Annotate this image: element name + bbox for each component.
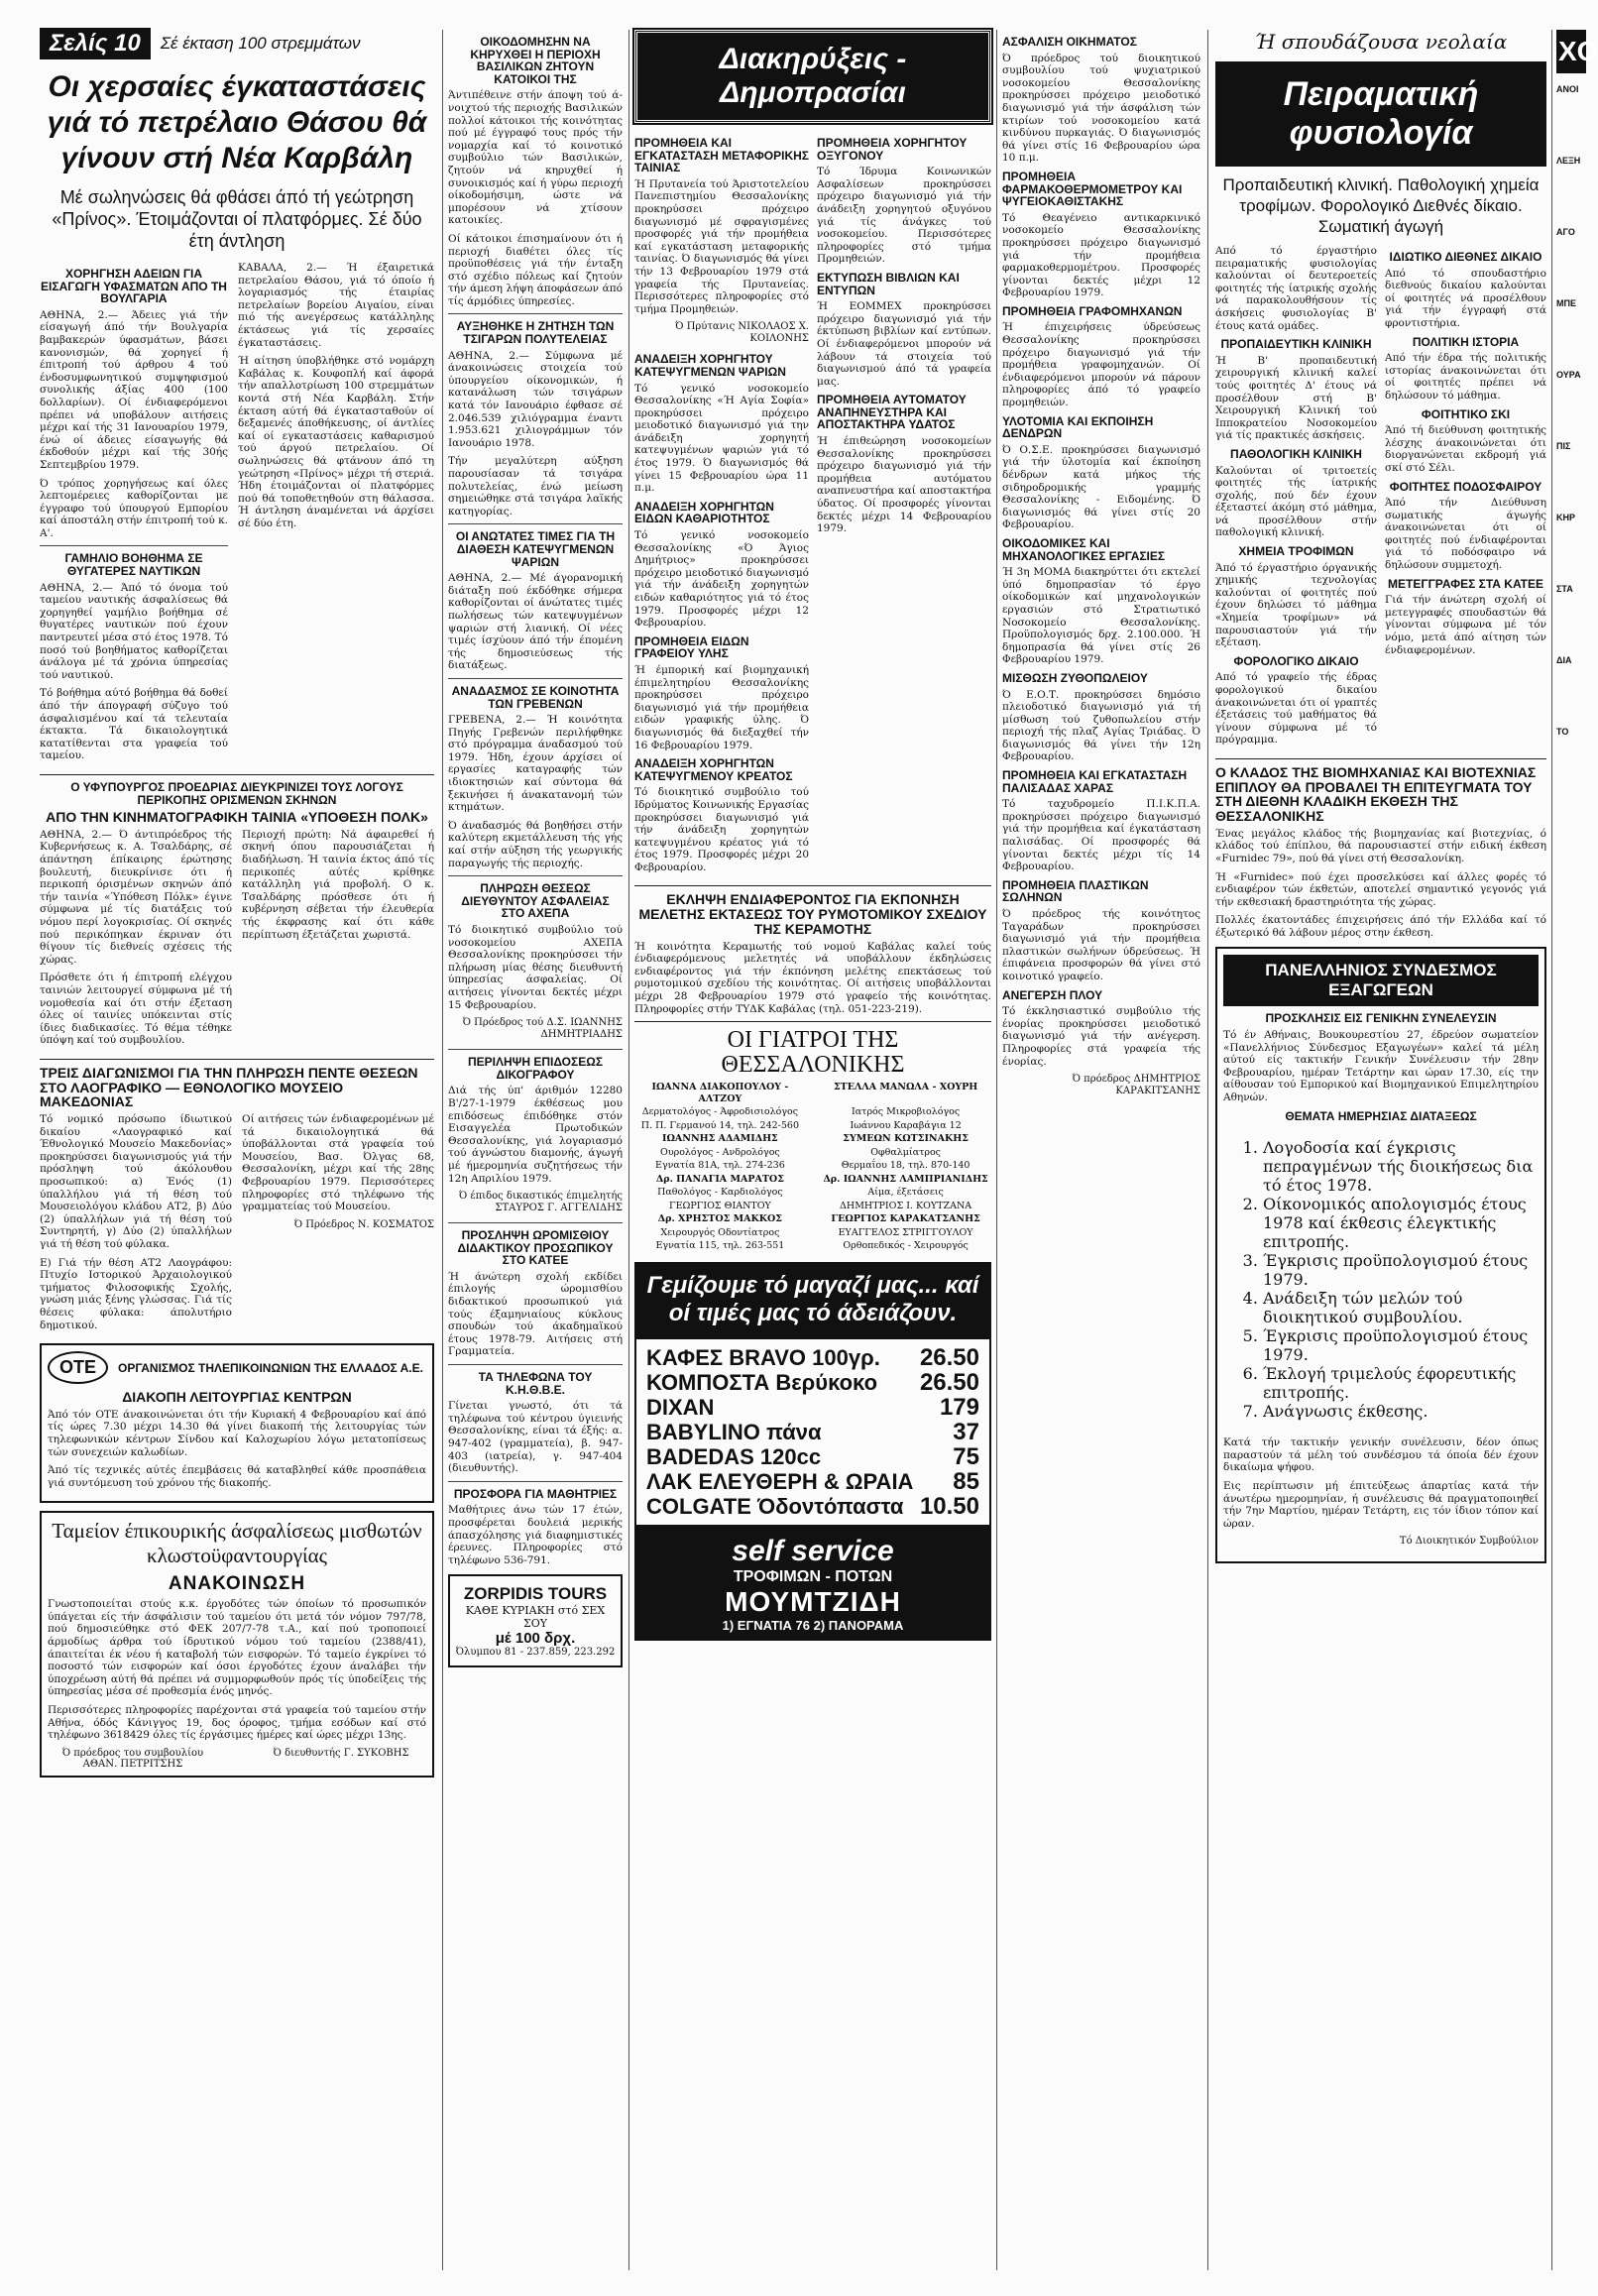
ote-organization: ΟΡΓΑΝΙΣΜΟΣ ΤΗΛΕΠΙΚΟΙΝΩΝΙΩΝ ΤΗΣ ΕΛΛΑΔΟΣ Α.Ε. (118, 1360, 423, 1375)
association-notice (1215, 947, 1546, 1563)
doctor-row (634, 1187, 991, 1199)
notice-text: Ό Ε.Ο.Τ. προκηρύσσει δημόσιο πλειοδοτικό διαγωνισμό γιά τή μίσθωση τού ζυθοπωλείου στήν περιοχή τής πλαζ Αγίας Τριάδας. Ό διαγωνισμός θά γίνει τήν 12η Φεβρουαρίου. (1002, 688, 1200, 763)
signature: Τό Διοικητικόν Συμβούλιον (1399, 1536, 1539, 1548)
doctor-row (634, 1106, 991, 1118)
product-price: 75 (953, 1442, 979, 1470)
product-price: 37 (953, 1418, 979, 1445)
section-headline: Πειραματική φυσιολογία (1215, 61, 1546, 167)
clipped-line: ΤΟ (1556, 727, 1569, 737)
article-heading: ΠΑΘΟΛΟΓΙΚΗ ΚΛΙΝΙΚΗ (1230, 446, 1362, 461)
notice-heading: ΑΝΑΔΕΙΞΗ ΧΟΡΗΓΗΤΩΝ ΕΙΔΩΝ ΚΑΘΑΡΙΟΤΗΤΟΣ (634, 499, 774, 526)
article-heading: ΧΗΜΕΙΑ ΤΡΟΦΙΜΩΝ (1238, 544, 1354, 559)
notice-heading: ΕΚΛΗΨΗ ΕΝΔΙΑΦΕΡΟΝΤΟΣ ΓΙΑ ΕΚΠΟΝΗΣΗ ΜΕΛΕΤΗΣ ΕΚΤΑΣΕΩΣ ΤΟΥ ΡΥΜΟΤΟΜΙΚΟΥ ΣΧΕΔΙΟΥ ΤΗΣ ΚΕΡΑΜΟΤΗΣ (638, 891, 987, 937)
article-text: Γίνεται γνωστό, ότι τά τηλέφωνα τού κέντρου ύγιεινής Θεσσαλονίκης, είναι τά έξής: α. 947-402 (γραμματεία), β. 947-403 (ιατρεία), γ. 947-404 (διευθυντής). (448, 1400, 623, 1475)
notice-text: Ή Πρυτανεία τού Άριστοτελείου Πανεπιστημίου Θεσσαλονίκης προκηρύσσει πρόχειρο διαγωνισμό μέ σφραγισμένες προσφορές γιά τήν προμήθεια καί εγκατάσταση μεταφορικής ταινίας. Ό διαγωνισμός θά γίνει τήν 13 Φεβρουαρίου 1979 στά γραφεία τής Πρυτανείας. Περισσότερες πληροφορίες στό τμήμα Προμηθειών. (634, 177, 809, 315)
notice-text: Ή έμπορική καί βιομηχανική έπιμελητηρίου Θεσσαλονίκης προκηρύσσει πρόχειρο διαγωνισμό γιά τήν προμήθεια ειδών γραφικής ύλης. Ό διαγωνισμός θά διεξαχθεί τήν 16 Φεβρουαρίου 1979. (634, 663, 809, 751)
tameio-text: Γνωστοποιείται στούς κ.κ. έργοδότες τών όποίων τό προσωπικόν ύπάγεται είς τήν άσφάλισιν τού ταμείου ότι μετά τόν νόμον 797/78, πού δημοσιεύθηκε στό ΦΕΚ 207/7-78 τ.Α., καί πού τροποποιεί άρμοδίως άρθρα τού ίδρυτικού νόμου τού ταμείου (2388/41), άπαιτείται έκ νέου ή καταβολή τών εισφορών. Τό ταμείο έγκρίνει τό ποσοστό τών εισφορών καί όσοι έργοδότες έχουν άναλάβει τήν ύποχρέωση αύτή θά πρέπει νά συμμορφωθούν πρός τίς ύποδείξεις τής ύπηρεσίας μέσα σέ προθεσμία ένός μηνός. (48, 1598, 426, 1698)
clipped-line: ΛΕΞΗ (1556, 156, 1581, 166)
notice-text: Τό γενικό νοσοκομείο Θεσσαλονίκης «Ό Άγιος Δημήτριος» προκηρύσσει πρόχειρο μειοδοτικό διαγωνισμό γιά τήν άνάδειξη χορηγητών ειδών καθαριότητος γιά τό έτος 1979. Προσφορές μέχρι 12 Φεβρουαρίου. (634, 529, 809, 630)
notice-text: Τό έκκλησιαστικό συμβούλιο τής ένορίας προκηρύσσει μειοδοτικό διαγωνισμό γιά τήν ανέγερση. Πληροφορίες στά γραφεία τής ένορίας. (1002, 1005, 1200, 1068)
column-rule (1207, 30, 1208, 2270)
doctor-entry: ΣΤΕΛΛΑ ΜΑΝΩΛΑ - ΧΟΥΡΗ (833, 1082, 978, 1093)
doctor-entry: Αίμα, έξετάσεις (867, 1187, 944, 1199)
doctor-entry: Δρ. ΧΡΗΣΤΟΣ ΜΑΚΚΟΣ (657, 1213, 783, 1225)
article-heading: ΜΕΤΕΓΓΡΑΦΕΣ ΣΤΑ ΚΑΤΕΕ (1388, 576, 1543, 591)
notice-heading: ΑΝΕΓΕΡΣΗ ΠΛΟΥ (1002, 987, 1103, 1002)
notices-banner: Διακηρύξεις - Δημοπρασίαι (634, 30, 991, 123)
ote-title: ΔΙΑΚΟΠΗ ΛΕΙΤΟΥΡΓΙΑΣ ΚΕΝΤΡΩΝ (122, 1389, 352, 1406)
notice-heading: ΠΡΟΜΗΘΕΙΑ ΧΟΡΗΓΗΤΟΥ ΟΞΥΓΟΝΟΥ (817, 136, 968, 163)
notice-text: Ή κοινότητα Κεραμωτής τού νομού Καβάλας καλεί τούς ένδιαφερόμενους μελετητές νά υποβάλλουν έκδηλώσεις ενδιαφέροντος γιά τήν έκπόνηση μελέτης επεκτάσεως τού ρυμοτομικού σχεδίου τής κοινότητας. Οί αιτήσεις υποβάλλονται μέχρι 28 Φεβρουαρίου 1979 στό γραφείο τής κοινότητας. Πληροφορίες στήν ΤΥΔΚ Καβάλας (τηλ. 051-223-219). (634, 940, 991, 1015)
column-4 (1002, 30, 1200, 1105)
notice-text: Ή έπιθεώρηση νοσοκομείων Θεσσαλονίκης προκηρύσσει πρόχειρο διαγωνισμό γιά τήν προμήθεια αυτόματου αναπνευστήρα καί αποστακτήρα ύδατος. Οί προσφορές γίνονται δεκτές μέχρι 14 Φεβρουαρίου 1979. (817, 435, 991, 535)
product-name: DIXAN (646, 1394, 715, 1420)
article-text: Άντιπέθεινε στήν άποψη τού ά-νοιχτού τής περιοχής Βασιλικών πολλοί κάτοικοι τής κοινότητας πού μέ έγγραφό τους πρός τήν νομαρχία καί τό κοινοτικό συμβούλιο τών Βασιλικών, ζητούν νά κηρυχθεί ή συνοικισμός καί ή γύρω περιοχή οίκοδομήσιμη, ώστε νά μπορέσουν νά χτίσουν κατοικίες. (448, 89, 623, 227)
price-row (646, 1420, 979, 1444)
store-ad-footer (634, 1527, 991, 1641)
doctor-row (634, 1213, 991, 1225)
sub-headline: Μέ σωληνώσεις θά φθάσει άπό τή γεώτρηση «Πρίνος». Έτοιμάζονται οί πλατφόρμες. Σέ δύο έτη άντληση (52, 187, 422, 251)
doctor-entry: Ορθοπεδικός - Χειρουργός (843, 1240, 969, 1252)
article-text: Από τό έργαστήριο πειραματικής φυσιολογίας καλούνται οί δευτεροετείς φοιτητές τής ίατρικής σχολής νά παρακολουθήσουν τίς άσκήσεις φυσιολογίας Β' έτους κατά ομάδες. (1215, 245, 1377, 332)
article-text: Διά τής ύπ' άριθμόν 12280 Β'/27-1-1979 έκθέσεως μου επιδόσεως έπιδόθηκε στόν Εισαγγελέα Πρωτοδικών Θεσσαλονίκης, γιά λογαριασμό τού άγνώστου διαμονής, άγωγή μέ ήμερομηνία συζητήσεως τήν 12η Απριλίου 1979. (448, 1085, 623, 1185)
notice-heading: ΑΣΦΑΛΙΣΗ ΟΙΚΗΜΑΤΟΣ (1002, 35, 1137, 49)
product-price: 26.50 (919, 1343, 979, 1371)
doctors-directory (634, 1082, 991, 1252)
price-row (646, 1395, 979, 1420)
tameio-heading: ΑΝΑΚΟΙΝΩΣΗ (168, 1573, 306, 1595)
association-text: Εις περίπτωσιν μή έπιτεύξεως άπαρτίας κατά τήν άνωτέρω ημερομηνίαν, ή συνέλευσις θά πραγματοποιηθεί τήν 7ην Μαρτίου, ημέραν Τετάρτη, εις τόν ίδιον τόπον καί ώραν. (1223, 1480, 1539, 1530)
notice-heading: ΟΙΚΟΔΟΜΙΚΕΣ ΚΑΙ ΜΗΧΑΝΟΛΟΓΙΚΕΣ ΕΡΓΑΣΙΕΣ (1002, 535, 1166, 563)
article-heading: ΑΝΑΔΑΣΜΟΣ ΣΕ ΚΟΙΝΟΤΗΤΑ ΤΩΝ ΓΡΕΒΕΝΩΝ (451, 683, 620, 711)
notice-heading: ΑΝΑΔΕΙΞΗ ΧΟΡΗΓΗΤΩΝ ΚΑΤΕΨΥΓΜΕΝΟΥ ΚΡΕΑΤΟΣ (634, 756, 793, 783)
notice-heading: ΠΡΟΜΗΘΕΙΑ ΓΡΑΦΟΜΗΧΑΝΩΝ (1002, 303, 1183, 318)
notice-heading: ΕΚΤΥΠΩΣΗ ΒΙΒΛΙΩΝ ΚΑΙ ΕΝΤΥΠΩΝ (817, 270, 960, 297)
notice-text: Ό Ο.Σ.Ε. προκηρύσσει διαγωνισμό γιά τήν ύλοτομία καί έκποίηση δένδρων κατά μήκος τής σιδηροδρομικής γραμμής Θεσσαλονίκης - Ειδομένης. Ό διαγωνισμός θά γίνει στίς 20 Φεβρουαρίου. (1002, 443, 1200, 531)
doctor-row (634, 1240, 991, 1252)
doctor-entry: Οφθαλμίατρος (870, 1146, 941, 1158)
signature: Ό πρόεδρος του συμβουλίου ΑΘΑΝ. ΠΕΤΡΙΤΣΗΣ (61, 1747, 204, 1770)
article-text: Από τήν έδρα τής πολιτικής ιστορίας άνακοινώνεται ότι οί φοιτητές πρέπει νά δηλώσουν τό μάθημα. (1385, 352, 1546, 402)
signature: Ό πρόεδρος ΔΗΜΗΤΡΙΟΣ ΚΑΡΑΚΙΤΣΑΝΗΣ (1072, 1074, 1200, 1097)
price-row (646, 1345, 979, 1370)
article-heading: ΦΟΙΤΗΤΙΚΟ ΣΚΙ (1421, 406, 1511, 421)
article-heading: ΑΥΞΗΘΗΚΕ Η ΖΗΤΗΣΗ ΤΩΝ ΤΣΙΓΑΡΩΝ ΠΟΛΥΤΕΛΕΙΑΣ (456, 319, 615, 347)
notice-text: Ή 3η ΜΟΜΑ διακηρύττει ότι εκτελεί ύπό δημοπρασίαν τό έργο οίκοδομικών καί μηχανολογικών εργασιών στό Στρατιωτικό Νοσοκομείο Θεσσαλονίκης. Προϋπολογισμός δρχ. 2.100.000. Ή δημοπρασία θά γίνει στίς 26 Φεβρουαρίου 1979. (1002, 566, 1200, 666)
doctor-entry: ΓΕΩΡΓΙΟΣ ΚΑΡΑΚΑΤΣΑΝΗΣ (831, 1213, 980, 1225)
column-5 (1215, 30, 1546, 1571)
notice-text: Τό Ίδρυμα Κοινωνικών Ασφαλίσεων προκηρύσσει πρόχειρο διαγωνισμό γιά τήν άνάδειξη χορηγητού οξυγόνου γιά τίς άνάγκες τού νοσοκομείου. Περισσότερες πληροφορίες στό τμήμα Προμηθειών. (817, 166, 991, 266)
doctor-entry: Δρ. ΙΩΑΝΝΗΣ ΛΑΜΠΡΙΑΝΙΔΗΣ (823, 1173, 988, 1185)
article-text: ΚΑΒΑΛΑ, 2.— Ή έξαιρετικά πετρελαίου Θάσου, γιά τό όποίο ή λογαριασμός τής έταιρίας πετρελαίων βορείου Αιγαίου, είναι πιό τής ανεγέρσεως κατάλληλης έκτάσεως γιά τίς χερσαίες έγκαταστάσεις. (238, 262, 434, 349)
agenda-item: 6. Έκλογή τριμελούς έφορευτικής επιτροπής. (1263, 1364, 1539, 1402)
article-heading: ΦΟΡΟΛΟΓΙΚΟ ΔΙΚΑΙΟ (1233, 653, 1359, 668)
tameio-title: Ταμείον έπικουρικής άσφαλίσεως μισθωτών κλωστοϋφαντουργίας (52, 1519, 422, 1568)
column-rule (442, 30, 443, 2270)
article-text: ΑΘΗΝΑ, 2.— Άπό τό όνομα τού ταμείου ναυτικής άσφαλίσεως θά χορηγηθεί γαμήλιο βοήθημα σέ θυγατέρες ναυτικών πού έχουν παντρευτεί μέσα στό έτος 1978. Τό ποσό τού βοηθήματος καθορίζεται άνάλογα μέ τά χρόνια ύπηρεσίας τού ναυτικού. (40, 581, 228, 681)
article-heading: ΓΑΜΗΛΙΟ ΒΟΗΘΗΜΑ ΣΕ ΘΥΓΑΤΕΡΕΣ ΝΑΥΤΙΚΩΝ (64, 551, 203, 579)
notice-heading: ΑΝΑΔΕΙΞΗ ΧΟΡΗΓΗΤΟΥ ΚΑΤΕΨΥΓΜΕΝΩΝ ΨΑΡΙΩΝ (634, 352, 786, 379)
doctor-entry: ΕΥΑΓΓΕΛΟΣ ΣΤΡΙΓΓΟΥΛΟΥ (838, 1226, 973, 1238)
ote-logo: ΟΤΕ (48, 1351, 108, 1384)
section-kicker: Ή σπουδάζουσα νεολαία (1254, 30, 1508, 54)
notice-heading: ΠΡΟΜΗΘΕΙΑ ΚΑΙ ΕΓΚΑΤΑΣΤΑΣΗ ΠΑΛΙΣΑΔΑΣ ΧΑΡΑΣ (1002, 768, 1188, 795)
travel-ad (448, 1574, 623, 1667)
notice-heading: ΠΡΟΜΗΘΕΙΑ ΚΑΙ ΕΓΚΑΤΑΣΤΑΣΗ ΜΕΤΑΦΟΡΙΚΗΣ ΤΑΙΝΙΑΣ (634, 136, 810, 175)
notice-heading: ΠΡΟΜΗΘΕΙΑ ΕΙΔΩΝ ΓΡΑΦΕΙΟΥ ΥΛΗΣ (634, 633, 749, 661)
clipped-headline: ΧΟ (1556, 30, 1586, 73)
column-6-clipped (1556, 30, 1598, 797)
notice-heading: ΠΡΟΜΗΘΕΙΑ ΑΥΤΟΜΑΤΟΥ ΑΝΑΠΗΝΕΥΣΤΗΡΑ ΚΑΙ ΑΠΟΣΤΑΚΤΗΡΑ ΥΔΑΤΟΣ (817, 393, 967, 432)
article-heading: Ο ΥΦΥΠΟΥΡΓΟΣ ΠΡΟΕΔΡΙΑΣ ΔΙΕΥΚΡΙΝΙΖΕΙ ΤΟΥΣ ΛΟΓΟΥΣ ΠΕΡΙΚΟΠΗΣ ΟΡΙΣΜΕΝΩΝ ΣΚΗΝΩΝ (70, 779, 403, 807)
column-rule (996, 30, 997, 2270)
article-text: Ε) Γιά τήν θέση ΑΤ2 Λαογράφου: Πτυχίο Ιστορικού Άρχαιολογικού τμήματος Φιλοσοφικής Σχολής, γνώση μιάς ξένης γλώσσας. Γιά τίς θέσεις φύλακα: άπολυτήριο δημοτικού. (40, 1256, 232, 1331)
store-price-list (634, 1337, 991, 1527)
article-text: Μαθήτριες άνω τών 17 έτών, προσφέρεται δουλειά μερικής άπασχόλησης γιά διαφημιστικές έρευνες. Πληροφορίες στό τηλέφωνο 536-791. (448, 1504, 623, 1566)
product-name: COLGATE Όδοντόπαστα (646, 1493, 904, 1519)
notice-text: Ό πρόεδρος τού διοικητικού συμβουλίου τού ψυχιατρικού νοσοκομείου Θεσσαλονίκης προκηρύσσει πρόχειρο μειοδοτικό διαγωνισμό γιά τήν άσφάλιση τών κτιρίων τού νοσοκομείου κατά κινδύνου πυρκαγιάς. Ό διαγωνισμός θά γίνει στίς 16 Φεβρουαρίου ώρα 10 π.μ. (1002, 52, 1200, 165)
article-text: Τό νομικό πρόσωπο ίδιωτικού δικαίου «Λαογραφικό καί Έθνολογικό Μουσείο Μακεδονίας» προκηρύσσει διαγωνισμούς γιά τήν πρόσληψη τού άκόλουθου προσωπικού: α) Ένός (1) ύπαλλήλου γιά τή θέση τού Μουσειολόγου κλάδου ΑΤ2, β) Δύο (2) ύπαλλήλων γιά τή θέση τού Συντηρητή, γ) Δύο (2) ύπαλλήλων γιά τή θέση τού φύλακα. (40, 1113, 232, 1250)
notice-heading: ΜΙΣΘΩΣΗ ΖΥΘΟΠΩΛΕΙΟΥ (1002, 670, 1148, 685)
notice-text: Ό πρόεδρος τής κοινότητος Ταγαράδων προκηρύσσει διαγωνισμό γιά τήν προμήθεια πλαστικών σωλήνων ύδρεύσεως. Ή έπιφάνεια προσφορών θά γίνει στό κοινοτικό γραφείο. (1002, 908, 1200, 982)
doctor-row (634, 1120, 991, 1132)
doctor-entry: Ουρολόγος - Ανδρολόγος (660, 1146, 780, 1158)
self-service-label: self service (732, 1534, 894, 1567)
product-price: 10.50 (919, 1492, 979, 1520)
article-text: Γιά τήν άνώτερη σχολή οί μετεγγραφές σπουδαστών θά γίνονται σύμφωνα μέ τόν νόμο, μετά άπό αίτηση τών ένδιαφερομένων. (1385, 594, 1546, 656)
ote-text: Άπό τόν ΟΤΕ άνακοινώνεται ότι τήν Κυριακή 4 Φεβρουαρίου καί άπό τίς ώρες 7.30 μέχρι 14.30 θά γίνει διακοπή τής λειτουργίας τών τηλεφωνικών κέντρων Σίνδου καί Καλοχωρίου λόγω μετατοπίσεως τών συνεχειών καλωδίων. (48, 1408, 426, 1458)
clipped-line: ΣΤΑ (1556, 584, 1573, 594)
article-text: Ένας μεγάλος κλάδος τής βιομηχανίας καί βιοτεχνίας, ό κλάδος τού έπίπλου, θά παρουσιαστεί στήν ειδική έκθεση «Furnidec 79», πού θά γίνει στή Θεσσαλονίκη. (1215, 827, 1546, 864)
column-3 (634, 30, 991, 1641)
notice-text: Ή έπιχειρήσεις ύδρεύσεως Θεσσαλονίκης προκηρύσσει πρόχειρο διαγωνισμό γιά τήν προμήθεια γραφομηχανών. Οί ένδιαφερόμενοι μπορούν νά πάρουν πληροφορίες άπό τό γραφείο προμηθειών. (1002, 321, 1200, 409)
article-heading: ΦΟΙΤΗΤΕΣ ΠΟΔΟΣΦΑΙΡΟΥ (1389, 479, 1542, 494)
agenda-item: 7. Ανάγνωσις έκθεσης. (1263, 1402, 1539, 1421)
article-text: Άπό τήν Διεύθυνση σωματικής άγωγής άνακοινώνεται ότι οί φοιτητές πού ένδιαφέρονται γιά τό ποδόσφαιρο νά δηλώσουν συμμετοχή. (1385, 497, 1546, 572)
agenda-item: 1. Λογοδοσία καί έγκρισις πεπραγμένων τής διοικήσεως δια τό έτος 1978. (1263, 1138, 1539, 1195)
association-text: Τό έν Αθήναις, Βουκουρεστίου 27, έδρεύον σωματείον «Πανελλήνιος Σύνδεσμος Εξαγωγέων» καλεί τά μέλη αύτού είς τακτικήν Γενικήν Συνέλευσιν τήν 28ην Φεβρουαρίου, ημέραν Τετάρτην και ώραν 17.30, είς την αίθουσαν τού Εμπορικού καί Βιομηχανικού Επιμελητηρίου Αθηνών. (1223, 1029, 1539, 1104)
notice-text: Τό διοικητικό συμβούλιο τού Ιδρύματος Κοινωνικής Εργασίας προκηρύσσει διαγωνισμό γιά τήν άνάδειξη χορηγητών κατεψυγμένου κρέατος γιά τό έτος 1979. Προσφορές μέχρι 20 Φεβρουαρίου. (634, 786, 809, 873)
signature: Ό Πρόεδρος τού Δ.Σ. ΙΩΑΝΝΗΣ ΔΗΜΗΤΡΙΑΔΗΣ (462, 1017, 623, 1041)
signature: Ό Πρόεδρος Ν. ΚΟΣΜΑΤΟΣ (293, 1218, 434, 1230)
article-text: Ή άνώτερη σχολή εκδίδει έπιλογής ώρομισθίου διδακτικού προσωπικού γιά τούς έξαμηνιαίους κύκλους σπουδών τού άκαδημαϊκού έτους 1978-79. Αιτήσεις στή Γραμματεία. (448, 1270, 623, 1358)
article-text: Ή αίτηση ύποβλήθηκε στό νομάρχη Καβάλας κ. Κουφοπλή καί άφορά τήν απαλλοτρίωση 100 στρεμμάτων κοντά στή Νέα Καρβάλη. Στήν έκταση αύτή θά έγκατασταθούν οί δεξαμενές άποθήκευσης, οί άντλίες καί οί εγκαταστάσεις καθαρισμού τού άργού πετρελαίου. Οί σωληνώσεις θά φτάνουν άπό τη γεώτρηση «Πρίνος» μέχρι τή στεριά. Ήδη έτοιμάζονται οί πλατφόρμες πού θά τοποθετηθούν στη θάλασσα. Ή άντληση άναμένεται νά άρχίσει σέ δύο έτη. (238, 355, 434, 529)
tameio-notice (40, 1511, 434, 1777)
article-text: Πολλές έκατοντάδες έπιχειρήσεις άπό τήν Ελλάδα καί τό έξωτερικό θά λάβουν μέρος στην έκθεση. (1215, 914, 1546, 939)
article-text: ΑΘΗΝΑ, 2.— Άδειες γιά τήν είσαγωγή άπό τήν Βουλγαρία βαμβακερών ύφασμάτων, βάσει κανονισμών, θά χορηγεί ή έπιτροπή τού άρθρου 4 τού ένδοσυμφωνητικού συμψηφισμού συνολικής άξίας 400 (100 δολλαρίων). Οί ένδιαφερόμενοι πρέπει νά υποβάλουν αιτήσεις μέχρι καί τής 31 Ιανουαρίου 1979, ένώ οί άδειες είσαγωγής θά έκδοθούν μέχρι καί τής 30ής Σεπτεμβρίου 1979. (40, 308, 228, 471)
article-text: Άπό τή διεύθυνση φοιτητικής λέσχης άνακοινώνεται ότι διοργανώνεται εκδρομή γιά σκί στό Σέλι. (1385, 424, 1546, 474)
article-text: Από τό γραφείο τής έδρας φορολογικού δικαίου άνακοινώνεται ότι οί γραπτές έξετάσεις τού μαθήματος θά γίνουν σύμφωνα μέ τό πρόγραμμα. (1215, 671, 1377, 746)
article-heading: ΤΑ ΤΗΛΕΦΩΝΑ ΤΟΥ Κ.Η.Θ.Β.Ε. (478, 1370, 593, 1397)
notice-text: Τό γενικό νοσοκομείο Θεσσαλονίκης «Ή Αγία Σοφία» προκηρύσσει πρόχειρο μειοδοτικό διαγωνισμό γιά την άνάδειξη χορηγητή κατεψυγμένων ψαριών γιά τό έτος 1979. Ό διαγωνισμός θά γίνει 15 Φεβρουαρίου ώρα 11 π.μ. (634, 382, 809, 495)
notice-heading: ΠΡΟΜΗΘΕΙΑ ΠΛΑΣΤΙΚΩΝ ΣΩΛΗΝΩΝ (1002, 877, 1149, 905)
doctor-row (634, 1082, 991, 1104)
doctor-row (634, 1227, 991, 1239)
article-heading: Ο ΚΛΑΔΟΣ ΤΗΣ ΒΙΟΜΗΧΑΝΙΑΣ ΚΑΙ ΒΙΟΤΕΧΝΙΑΣ ΕΠΙΠΛΟΥ ΘΑ ΠΡΟΒΑΛΕΙ ΤΗ ΕΠΙΤΕΥΓΜΑΤΑ ΤΟΥ ΣΤΗ ΔΙΕΘΝΗ ΚΛΑΔΙΚΗ ΕΚΘΕΣΗ ΤΗΣ ΘΕΣΣΑΛΟΝΙΚΗΣ (1215, 763, 1537, 825)
clipped-line: ΚΗΡ (1556, 513, 1576, 522)
article-heading: ΠΟΛΙΤΙΚΗ ΙΣΤΟΡΙΑ (1412, 334, 1520, 349)
doctor-entry: Ιωάννου Καραβάγια 12 (850, 1119, 962, 1131)
doctor-entry: ΓΕΩΡΓΙΟΣ ΘΙΑΝΤΟΥ (669, 1200, 771, 1211)
clipped-line: ΑΝΟΙ (1556, 84, 1579, 94)
doctor-entry: Δρ. ΠΑΝΑΓΙΑ ΜΑΡΑΤΟΣ (655, 1173, 784, 1185)
clipped-line: ΠΙΣ (1556, 441, 1571, 451)
product-price: 179 (939, 1393, 979, 1421)
article-text: ΑΘΗΝΑ, 2.— Μέ άγορανομική διάταξη πού έκδόθηκε σήμερα καθορίζονται οί άνώτατες τιμές πωλήσεως τών κατεψυγμένων ψαριών στή λιανική. Οί νέες τιμές ίσχύουν άπό τήν έπομένη τής δημοσιεύσεως τής διατάξεως. (448, 572, 623, 672)
price-row (646, 1494, 979, 1519)
association-text: Κατά τήν τακτικήν γενικήν συνέλευσιν, δέον όπως παραστούν τά μέλη τού συνδέσμου τά όποία δέν έχουν δικαίωμα ψήφου. (1223, 1436, 1539, 1474)
article-subheading: ΑΠΟ ΤΗΝ ΚΙΝΗΜΑΤΟΓΡΑΦΙΚΗ ΤΑΙΝΙΑ «ΥΠΟΘΕΣΗ ΠΟΛΚ» (46, 809, 428, 826)
notice-heading: ΠΡΟΜΗΘΕΙΑ ΦΑΡΜΑΚΟΘΕΡΜΟΜΕΤΡΟΥ ΚΑΙ ΨΥΓΕΙΟΚΑΘΙΣΤΑΚΗΣ (1002, 169, 1183, 209)
agenda-item: 4. Ανάδειξη τών μελών τού διοικητικού συμβουλίου. (1263, 1289, 1539, 1326)
travel-address: Όλυμπου 81 - 237.859, 223.292 (455, 1647, 616, 1659)
article-text: Ό άναδασμός θά βοηθήσει στήν καλύτερη εκμετάλλευση τής γής καί στήν αύξηση τής γεωργικής παραγωγής τής περιοχής. (448, 819, 623, 869)
article-text: Περιοχή πρώτη: Νά άφαιρεθεί ή σκηνή όπου παρουσιάζεται ή διαδήλωση. Ή ταινία έκτος άπό τίς περικοπές αύτές κρίθηκε κατάλληλη γιά προβολή. Ο κ. Τσαλδάρης πρόσθεσε ότι ή κυβέρνηση σέβεται τήν έλευθερία τής έκφρασης καί ότι κάθε περίπτωση έξετάζεται χωριστά. (242, 828, 434, 941)
doctor-entry: Εγνατία 115, τηλ. 263-551 (655, 1240, 785, 1252)
product-price: 85 (953, 1467, 979, 1495)
association-name: ΠΑΝΕΛΛΗΝΙΟΣ ΣΥΝΔΕΣΜΟΣ ΕΞΑΓΩΓΕΩΝ (1223, 955, 1539, 1006)
article-text: ΑΘΗΝΑ, 2.— Σύμφωνα μέ άνακοινώσεις στοιχεία τού ύπουργείου οίκονομικών, ή κατανάλωση τών τσιγάρων κατά τόν Ιανουάριο έφθασε σέ 2.046.539 χιλιόγραμμα έναντι 1.953.621 χιλιογράμμων τόν Ιανουάριο 1978. (448, 349, 623, 449)
article-heading: ΟΙΚΟΔΟΜΗΣΗΝ ΝΑ ΚΗΡΥΧΘΕΙ Η ΠΕΡΙΟΧΗ ΒΑΣΙΛΙΚΩΝ ΖΗΤΟΥΝ ΚΑΤΟΙΚΟΙ ΤΗΣ (470, 35, 601, 86)
section-label: Σελίς 10 (40, 28, 151, 59)
agenda-item: 5. Έγκρισις προϋπολογισμού έτους 1979. (1263, 1326, 1539, 1364)
article-text: Τήν μεγαλύτερη αύξηση παρουσίασαν τά τσιγάρα πολυτελείας, ένώ μείωση σημειώθηκε στά τσιγάρα λαϊκής κατηγορίας. (448, 455, 623, 517)
article-text: Πρόσθετε ότι ή έπιτροπή ελέγχου ταινιών λειτουργεί σύμφωνα μέ τή νομοθεσία καί ότι στήν έξεταση όλες οί ταινίες υπόκεινται στίς ίδιες διαδικασίες. Τό θέμα τέθηκε ύπόψη καί τού συμβουλίου. (40, 972, 232, 1047)
article-heading: ΠΕΡΙΛΗΨΗ ΕΠΙΔΟΣΕΩΣ ΔΙΚΟΓΡΑΦΟΥ (467, 1055, 604, 1082)
doctor-row (634, 1133, 991, 1145)
article-text: Άπό τό έργαστήριο όργανικής χημικής τεχνολογίας καλούνται οί φοιτητές πού έχουν δηλώσει τό μάθημα «Χημεία τροφίμων» νά παρουσιαστούν γιά τήν εξέταση. (1215, 561, 1377, 649)
doctor-entry: Χειρουργός Οδοντίατρος (660, 1226, 780, 1238)
article-text: ΑΘΗΝΑ, 2.— Ό άντιπρόεδρος τής Κυβερνήσεως κ. Α. Τσαλδάρης, σέ άπάντηση έπίκαιρης έρώτησης βουλευτή, διευκρίνισε ότι ή περικοπή όρισμένων σκηνών άπό τήν ταινία «Ύπόθεση Πόλκ» έγινε σύμφωνα μέ τίς διατάξεις τού νόμου περί λογοκρισίας. Οί σκηνές πού περικόπηκαν έκριναν ότι θίγουν τίς διεθνείς σχέσεις τής χώρας. (40, 828, 232, 966)
tameio-text: Περισσότερες πληροφορίες παρέχονται στά γραφεία τού ταμείου στήν Αθήνα, όδός Κάνιγγος 19, δος όροφος, τμήμα εσόδων καί στό τηλέφωνο 3618429 όλες τίς έργάσιμες ήμέρες καί ώρες μέχρι 13ης. (48, 1704, 426, 1742)
clipped-line: ΑΓΟ (1556, 227, 1575, 237)
agenda-item: 3. Έγκρισις προϋπολογισμού έτους 1979. (1263, 1251, 1539, 1289)
clipped-line: ΜΠΕ (1556, 298, 1576, 308)
article-text: Ή Β' προπαιδευτική χειρουργική κλινική καλεί τούς φοιτητές Δ' έτους νά προσέλθουν στή Β' Χειρουργική Κλινική τού Ιπποκρατείου Νοσοκομείου γιά τίς πρακτικές άσκήσεις. (1215, 354, 1377, 442)
article-text: ΓΡΕΒΕΝΑ, 2.— Ή κοινότητα Πηγής Γρεβενών περιλήφθηκε στό πρόγραμμα άναδασμού τού 1979. Ήδη, έχουν άρχίσει οί εργασίες καταγραφής τών ιδιοκτησιών καί σύντομα θά ξεκινήσει ή άνακατανομή τών κτημάτων. (448, 714, 623, 814)
product-name: ΛΑΚ ΕΛΕΥΘΕΡΗ & ΩΡΑΙΑ (646, 1468, 914, 1494)
section-subheadline: Προπαιδευτική κλινική. Παθολογική χημεία τροφίμων. Φορολογικό Διεθνές δίκαιο. Σωματική άγωγή (1222, 175, 1540, 236)
notice-heading: ΥΛΟΤΟΜΙΑ ΚΑΙ ΕΚΠΟΙΗΣΗ ΔΕΝΔΡΩΝ (1002, 413, 1154, 441)
article-text: Τό βοήθημα αύτό βοήθημα θά δοθεί άπό τήν άπογραφή σύζυγο τού άσφαλισμένου καί τά τελευταία έκτακτα. Τά δικαιολογητικά κατατίθενται στα γραφεία τού ταμείου. (40, 687, 228, 762)
article-heading: ΙΔΙΩΤΙΚΟ ΔΙΕΘΝΕΣ ΔΙΚΑΙΟ (1389, 250, 1542, 264)
doctor-row (634, 1147, 991, 1159)
doctor-entry: Ιατρός Μικροβιολόγος (852, 1106, 961, 1118)
column-1 (40, 28, 434, 1785)
doctor-entry: ΔΗΜΗΤΡΙΟΣ Ι. ΚΟΥΤΖΑΝΑ (840, 1200, 972, 1211)
agenda-heading: ΘΕΜΑΤΑ ΗΜΕΡΗΣΙΑΣ ΔΙΑΤΑΞΕΩΣ (1285, 1108, 1477, 1123)
article-heading: ΠΛΗΡΩΣΗ ΘΕΣΕΩΣ ΔΙΕΥΘΥΝΤΟΥ ΑΣΦΑΛΕΙΑΣ ΣΤΟ ΑΧΕΠΑ (461, 881, 610, 921)
doctor-row (634, 1201, 991, 1212)
store-type: ΤΡΟΦΙΜΩΝ - ΠΟΤΩΝ (733, 1567, 893, 1585)
article-text: Από τό σπουδαστήριο διεθνούς δικαίου καλούνται οί φοιτητές νά προσέλθουν γιά τήν έγγραφή στά φροντιστήρια. (1385, 267, 1546, 329)
product-name: ΚΟΜΠΟΣΤΑ Βερύκοκο (646, 1369, 878, 1395)
agenda-list (1223, 1138, 1539, 1421)
clipped-text (1556, 83, 1586, 738)
column-rule (628, 30, 629, 2270)
doctors-heading: ΟΙ ΓΙΑΤΡΟΙ ΤΗΣ ΘΕΣΣΑΛΟΝΙΚΗΣ (721, 1027, 905, 1079)
doctor-entry: Παθολόγος - Καρδιολόγος (657, 1187, 783, 1199)
article-heading: ΟΙ ΑΝΩΤΑΤΕΣ ΤΙΜΕΣ ΓΙΑ ΤΗ ΔΙΑΘΕΣΗ ΚΑΤΕΨΥΓΜΕΝΩΝ ΨΑΡΙΩΝ (455, 529, 616, 569)
doctor-entry: ΙΩΑΝΝΗΣ ΑΔΑΜΙΔΗΣ (662, 1133, 778, 1145)
article-heading: ΠΡΟΣΛΗΨΗ ΩΡΟΜΙΣΘΙΟΥ ΔΙΔΑΚΤΙΚΟΥ ΠΡΟΣΩΠΙΚΟΥ ΣΤΟ ΚΑΤΕΕ (457, 1228, 614, 1268)
doctor-entry: Π. Π. Γερμανού 14, τηλ. 242-560 (640, 1119, 800, 1131)
article-heading: ΧΟΡΗΓΗΣΗ ΑΔΕΙΩΝ ΓΙΑ ΕΙΣΑΓΩΓΗ ΥΦΑΣΜΑΤΩΝ ΑΠΟ ΤΗ ΒΟΥΛΓΑΡΙΑ (41, 267, 227, 306)
store-name: ΜΟΥΜΤΖΙΔΗ (725, 1585, 901, 1617)
signature: Ό έπιδος δικαστικός έπιμελητής ΣΤΑΥΡΟΣ Γ. ΑΓΓΕΛΙΔΗΣ (458, 1191, 623, 1214)
signature: Ό Πρύτανις ΝΙΚΟΛΑΟΣ Χ. ΚΟΙΛΟΝΗΣ (675, 321, 809, 345)
article-heading: ΠΡΟΣΦΟΡΑ ΓΙΑ ΜΑΘΗΤΡΙΕΣ (453, 1486, 618, 1501)
ote-notice (40, 1343, 434, 1503)
article-text: Οί αιτήσεις τών ένδιαφερομένων μέ τά δικαιολογητικά θά ύποβάλλονται στά γραφεία τού Μουσείου, Βασ. Όλγας 68, Θεσσαλονίκη, μέχρι καί τής 28ης Φεβρουαρίου 1979. Περισσότερες πληροφορίες στό τηλέφωνο τής γραμματείας τού Μουσείου. (242, 1113, 434, 1213)
main-headline: Οι χερσαίες έγκαταστάσεις γιά τό πετρέλαιο Θάσου θά γίνουν στή Νέα Καρβάλη (47, 70, 427, 174)
travel-price: μέ 100 δρχ. (495, 1630, 576, 1648)
signature: Ό διευθυντής Γ. ΣΥΚΟΒΗΣ (273, 1747, 409, 1759)
doctor-entry: Εγνατία 81Α, τηλ. 274-236 (655, 1160, 785, 1172)
price-row (646, 1469, 979, 1494)
doctor-entry: ΣΥΜΕΩΝ ΚΩΤΣΙΝΑΚΗΣ (843, 1133, 969, 1145)
doctor-entry: Δερματολόγος - Άφροδισιολόγος (641, 1106, 799, 1118)
article-text: Καλούνται οί τριτοετείς φοιτητές τής ίατρικής σχολής, πού δέν έχουν έξεταστεί άκόμη στό μάθημα, νά προσέλθουν στήν παθολογική κλινική. (1215, 464, 1377, 539)
kicker: Σέ έκταση 100 στρεμμάτων (160, 34, 361, 53)
clipped-line: ΟΥΡΑ (1556, 370, 1581, 380)
product-name: BABYLINO πάνα (646, 1419, 822, 1444)
article-heading: ΠΡΟΠΑΙΔΕΥΤΙΚΗ ΚΛΙΝΙΚΗ (1220, 337, 1372, 352)
product-name: ΚΑΦΕΣ BRAVO 100γρ. (646, 1344, 880, 1370)
notice-text: Ή ΕΟΜΜΕΧ προκηρύσσει πρόχειρο διαγωνισμό γιά τήν έκτύπωση βιβλίων καί εντύπων. Οί ένδιαφερόμενοι μπορούν νά λάβουν τά στοιχεία τού διαγωνισμού άπό τά γραφεία μας. (817, 300, 991, 388)
article-text: Ή «Furnidec» πού έχει προσελκύσει καί άλλες φορές τό ενδιαφέρον τών έκθετών, αποτελεί σημαντικό γεγονός γιά τήν εκθεσιακή δραστηριότητα τής χώρας. (1215, 870, 1546, 908)
price-row (646, 1370, 979, 1395)
doctor-entry: Θερμαΐου 18, τηλ. 870-140 (841, 1160, 970, 1172)
article-text: Τό διοικητικό συμβούλιο τού νοσοκομείου ΑΧΕΠΑ Θεσσαλονίκης προκηρύσσει τήν πλήρωση μίας θέσης διευθυντή ύπηρεσίας άσφαλείας. Οί αιτήσεις γίνονται δεκτές μέχρι 15 Φεβρουαρίου. (448, 924, 623, 1011)
product-price: 26.50 (919, 1368, 979, 1396)
article-text: Ό τρόπος χορηγήσεως καί όλες λεπτομέρειες καθορίζονται με έγγραφο τού ύπουργού Εμπορίου καί άποστάλη στήν έπιτροπή τού κ. Α'. (40, 477, 228, 539)
doctor-entry: ΙΩΑΝΝΑ ΔΙΑΚΟΠΟΥΛΟΥ - ΑΛΤΖΟΥ (651, 1082, 789, 1104)
column-2 (448, 30, 623, 1675)
travel-line: ΚΑΘΕ ΚΥΡΙΑΚΗ στό ΣΕΧ ΣΟΥ (465, 1604, 606, 1631)
agenda-item: 2. Οίκονομικός απολογισμός έτους 1978 καί έκθεσις έλεγκτικής επιτροπής. (1263, 1195, 1539, 1251)
article-text: Οί κάτοικοι έπισημαίνουν ότι ή περιοχή διαθέτει όλες τίς προϋποθέσεις γιά τήν ένταξη στό σχέδιο πόλεως καί ζητούν τήν άμεση λήψη άποφάσεων άπό τίς άρμόδιες ύπηρεσίες. (448, 232, 623, 307)
notice-text: Τό ταχυδρομείο Π.Ι.Κ.Π.Α. προκηρύσσει πρόχειρο διαγωνισμό γιά τήν προμήθεια καί έγκατάσταση παλισάδας. Οί προσφορές θά γίνονται δεκτές μέχρι τίς 14 Φεβρουαρίου. (1002, 798, 1200, 873)
doctor-row (634, 1174, 991, 1186)
notice-text: Τό Θεαγένειο αντικαρκινικό νοσοκομείο Θεσσαλονίκης προκηρύσσει πρόχειρο διαγωνισμό γιά τήν προμήθεια φαρμακοθερμομέτρου. Προσφορές γίνονται δεκτές μέχρι 12 Φεβρουαρίου 1979. (1002, 211, 1200, 299)
article-heading: ΤΡΕΙΣ ΔΙΑΓΩΝΙΣΜΟΙ ΓΙΑ ΤΗΝ ΠΛΗΡΩΣΗ ΠΕΝΤΕ ΘΕΣΕΩΝ ΣΤΟ ΛΑΟΓΡΑΦΙΚΟ — ΕΘΝΟΛΟΓΙΚΟ ΜΟΥΣΕΙΟ ΜΑΚΕΔΟΝΙΑΣ (40, 1064, 418, 1110)
product-name: BADEDAS 120cc (646, 1443, 822, 1469)
price-row (646, 1444, 979, 1469)
store-ad-slogan: Γεμίζουμε τό μαγαζί μας... καί οί τιμές μας τό άδειάζουν. (634, 1262, 991, 1337)
association-subheading: ΠΡΟΣΚΛΗΣΙΣ ΕΙΣ ΓΕΝΙΚΗΝ ΣΥΝΕΛΕΥΣΙΝ (1265, 1011, 1497, 1026)
clipped-line: ΔΙΑ (1556, 655, 1572, 665)
store-address: 1) ΕΓΝΑΤΙΑ 76 2) ΠΑΝΟΡΑΜΑ (722, 1617, 904, 1633)
travel-name: ZORPIDIS TOURS (463, 1584, 608, 1604)
column-rule (1551, 30, 1552, 2270)
doctor-row (634, 1160, 991, 1172)
ote-text: Άπό τίς τεχνικές αύτές έπεμβάσεις θά καταβληθεί κάθε προσπάθεια γιά συντόμευση τού χρόνου τής διακοπής. (48, 1464, 426, 1489)
